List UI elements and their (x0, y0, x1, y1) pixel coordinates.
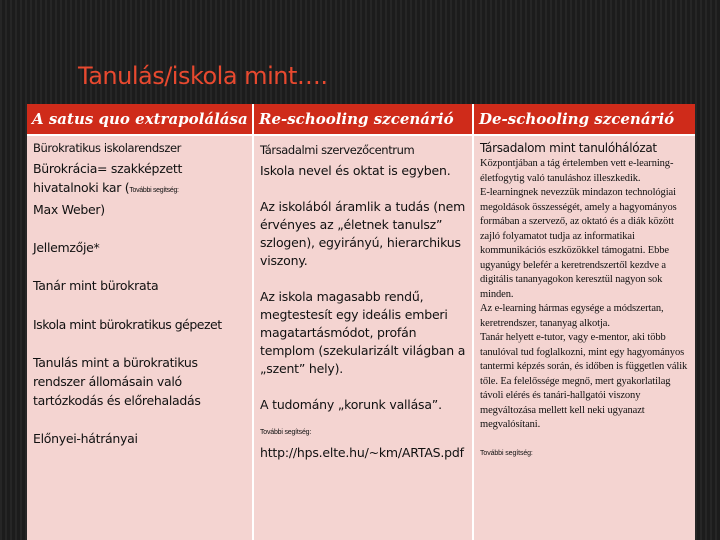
col3-para1: Központjában a tág értelemben vett e-learning- életfogytig való tanuláshoz illeszkedik. (480, 158, 674, 184)
header-de-schooling: De-schooling szcenárió (473, 104, 695, 135)
col3-help-label: További segítség: (480, 449, 533, 457)
table-header-row (27, 104, 695, 135)
table-body-row (27, 135, 695, 540)
col2-para1: Iskola nevel és oktat is egyben. (260, 163, 451, 178)
cell-re-schooling (253, 135, 473, 540)
col2-para2: Az iskolából áramlik a tudás (nem érvényes az „életnek tanulsz” szlogen), egyirányú, hierarchikus viszony. (260, 199, 466, 268)
col1-help-label: További segítség: (129, 187, 179, 194)
col2-link[interactable]: http://hps.elte.hu/~km/ARTAS.pdf (260, 445, 464, 460)
col1-para4: Iskola mint bürokratikus gépezet (33, 317, 222, 332)
scenario-table (27, 104, 695, 540)
col1-para3: Tanár mint bürokrata (33, 278, 159, 293)
col3-heading: Társadalom mint tanulóhálózat (480, 141, 657, 155)
cell-de-schooling (473, 135, 695, 540)
col3-para4: Tanár helyett e-tutor, vagy e-mentor, aki több tanulóval tud foglalkozni, mint egy hagyományos tantermi képzés során, és időben is független válik tőle. Ea felelőssége megnő, mert gyakorlatilag távoli elérés és tanári-hallgatói viszony megváltozása mellett kell neki ugyanazt megvalósítani. (480, 332, 688, 430)
col3-para3: Az e-learning hármas egysége a módszertan, keretrendszer, tananyag alkotja. (480, 303, 664, 329)
col2-para4: A tudomány „korunk vallása”. (260, 397, 442, 412)
col1-line1: Bürokrácia= szakképzett (33, 161, 183, 176)
col1-para5: Tanulás mint a bürokratikus rendszer állomásain való tartózkodás és előrehaladás (33, 355, 201, 408)
header-status-quo: A satus quo extrapolálása (27, 104, 253, 135)
col1-heading: Bürokratikus iskolarendszer (33, 141, 181, 155)
col1-line3: Max Weber) (33, 202, 105, 217)
slide-title: Tanulás/iskola mint…. (78, 62, 328, 90)
col2-heading: Társadalmi szervezőcentrum (260, 143, 415, 157)
header-re-schooling: Re-schooling szcenárió (253, 104, 473, 135)
col2-help-label: További segítség: (260, 429, 312, 436)
col1-line2: hivatalnoki kar ( (33, 180, 130, 195)
col1-para2: Jellemzője* (33, 240, 100, 255)
col1-para6: Előnyei-hátrányai (33, 431, 138, 446)
col3-para2: E-learningnek nevezzük mindazon technológiai megoldások összességét, amely a hagyományos formában a szervező, az oktató és a diák között zajló folyamatot tudja az informatikai kommunikációs eszközökkel támogatni. Ebbe ugyanúgy belefér a keretrendszertől kezdve a digitális tananyagokon keresztül nagyon sok minden. (480, 187, 677, 300)
cell-status-quo (27, 135, 253, 540)
col2-para3: Az iskola magasabb rendű, megtestesít egy ideális emberi magatartásmódot, profán templom (szekularizált világban a „szent” hely). (260, 289, 466, 376)
